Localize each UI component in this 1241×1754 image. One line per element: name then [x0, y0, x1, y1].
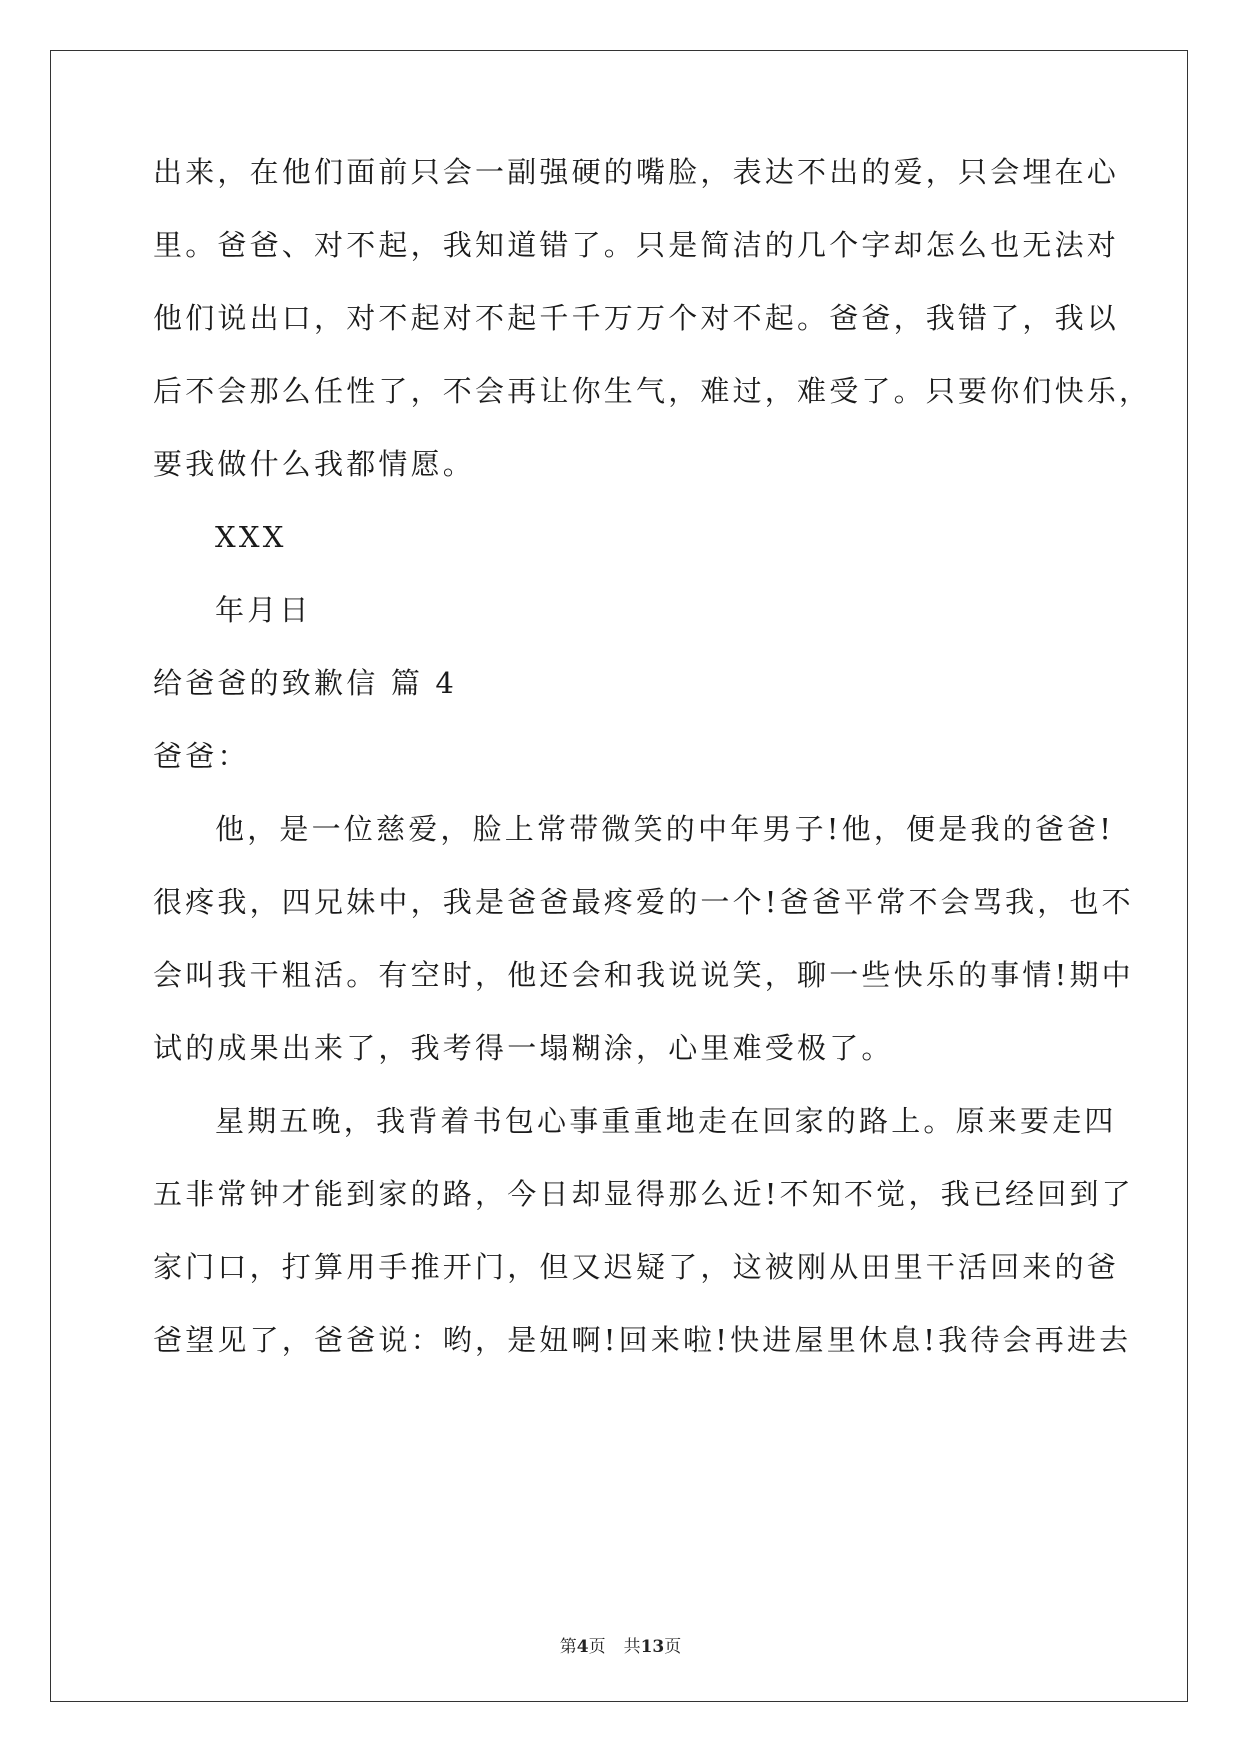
paragraph-line: 试的成果出来了，我考得一塌糊涂，心里难受极了。: [153, 1031, 894, 1065]
paragraph-line: 会叫我干粗活。有空时，他还会和我说说笑，聊一些快乐的事情!期中: [153, 958, 1134, 992]
section-title: 给爸爸的致歉信 篇 4: [153, 666, 458, 700]
paragraph-line: 爸望见了，爸爸说：哟，是妞啊!回来啦!快进屋里休息!我待会再进去: [153, 1323, 1132, 1357]
salutation: 爸爸：: [153, 739, 250, 773]
paragraph-line: 星期五晚，我背着书包心事重重地走在回家的路上。原来要走四: [215, 1104, 1117, 1138]
total-prefix: 共: [623, 1637, 641, 1657]
page-footer: [0, 1636, 1241, 1658]
paragraph-line: 很疼我，四兄妹中，我是爸爸最疼爱的一个!爸爸平常不会骂我，也不: [153, 885, 1134, 919]
signature-name: XXX: [215, 520, 287, 554]
signature-date: 年月日: [215, 593, 312, 627]
paragraph-line: 里。爸爸、对不起，我知道错了。只是简洁的几个字却怎么也无法对: [153, 228, 1120, 262]
paragraph-line: 五非常钟才能到家的路，今日却显得那么近!不知不觉，我已经回到了: [153, 1177, 1134, 1211]
page-number: 4: [576, 1637, 589, 1657]
total-pages: 13: [640, 1637, 665, 1657]
page-suffix: 页: [588, 1637, 606, 1657]
paragraph-line: 家门口，打算用手推开门，但又迟疑了，这被刚从田里干活回来的爸: [153, 1250, 1120, 1284]
paragraph-line: 后不会那么任性了，不会再让你生气，难过，难受了。只要你们快乐，: [153, 374, 1152, 408]
paragraph-line: 他，是一位慈爱，脸上常带微笑的中年男子!他，便是我的爸爸!: [215, 812, 1115, 846]
paragraph-line: 要我做什么我都情愿。: [153, 447, 476, 481]
paragraph-line: 他们说出口，对不起对不起千千万万个对不起。爸爸，我错了，我以: [153, 301, 1120, 335]
paragraph-line: 出来，在他们面前只会一副强硬的嘴脸，表达不出的爱，只会埋在心: [153, 155, 1120, 189]
page-prefix: 第: [559, 1637, 577, 1657]
total-suffix: 页: [664, 1637, 682, 1657]
